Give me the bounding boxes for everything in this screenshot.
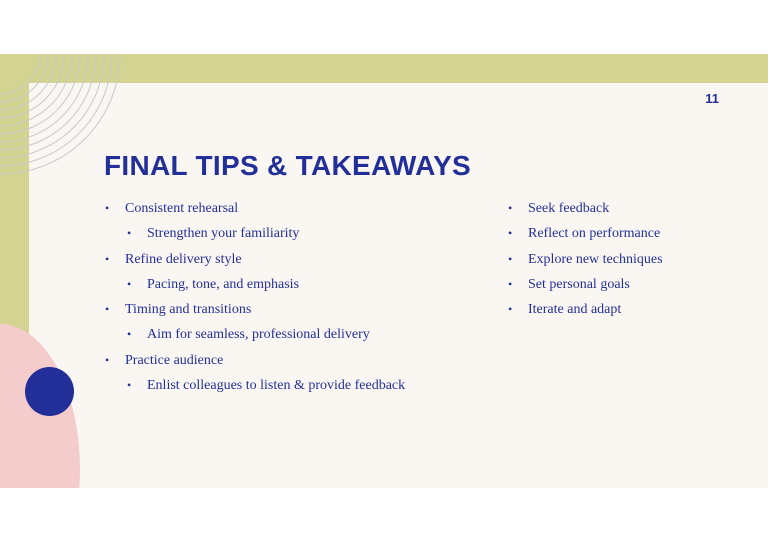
sub-bullet-item: • Pacing, tone, and emphasis [147,272,405,297]
sub-bullet-item: • Strengthen your familiarity [147,221,405,246]
sub-bullet-item: • Aim for seamless, professional delivery [147,322,405,347]
left-bullet-list [125,196,405,398]
bullet-item: • Iterate and adapt [528,297,663,322]
bullet-item: • Explore new techniques [528,247,663,272]
bullet-item: • Reflect on performance [528,221,663,246]
bullet-item: • Practice audience [125,348,405,373]
slide [0,54,768,488]
right-bullet-list [528,196,663,322]
slide-title: FINAL TIPS & TAKEAWAYS [104,150,472,181]
sub-bullet-item: • Enlist colleagues to listen & provide feedback [147,373,405,398]
bullet-item: • Consistent rehearsal [125,196,405,221]
bullet-item: • Set personal goals [528,272,663,297]
page-number: 11 [705,91,719,106]
bullet-item: • Timing and transitions [125,297,405,322]
bullet-item: • Seek feedback [528,196,663,221]
blue-dot-decoration [25,367,74,416]
bullet-item: • Refine delivery style [125,247,405,272]
